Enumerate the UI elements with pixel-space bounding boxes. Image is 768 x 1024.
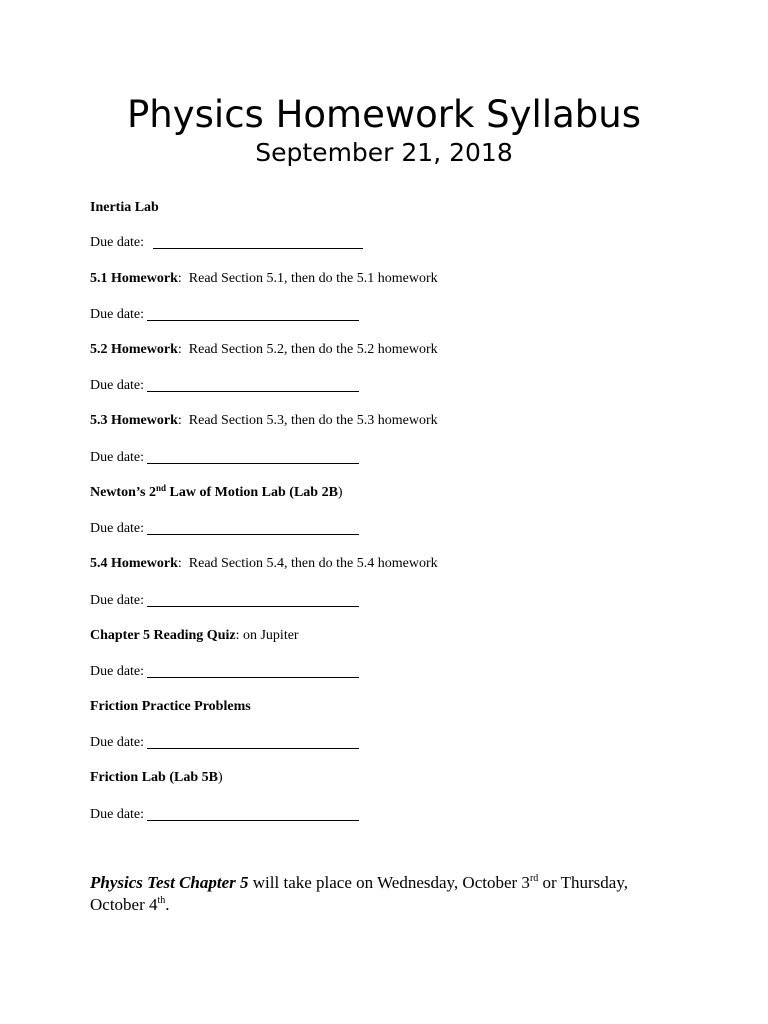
due-date-label: Due date: [90, 593, 145, 608]
assignment-description: Read Section 5.2, then do the 5.2 homework [188, 342, 438, 357]
due-date-label: Due date: [90, 521, 145, 536]
assignment-title: Friction Lab (Lab 5B [90, 770, 218, 785]
due-date-label: Due date: [90, 735, 145, 750]
due-date-blank[interactable] [147, 663, 359, 678]
due-date-blank[interactable] [147, 377, 359, 392]
assignment-title: 5.2 Homework [90, 342, 178, 357]
test-text: or Thursday, October 4 [90, 873, 628, 914]
assignment-separator: : [177, 556, 182, 571]
assignment-friction-problems [90, 698, 251, 716]
due-date-row [90, 234, 363, 252]
assignment-separator: : [235, 628, 240, 643]
page-title: Physics Homework Syllabus [127, 93, 641, 136]
due-date-label: Due date: [90, 450, 145, 465]
assignment-description: Read Section 5.4, then do the 5.4 homework [188, 556, 438, 571]
assignment-5-3-homework [90, 412, 438, 430]
test-announcement [90, 872, 650, 916]
due-date-label: Due date: [90, 235, 145, 250]
due-date-blank[interactable] [147, 520, 359, 535]
assignment-description: on Jupiter [242, 628, 299, 643]
assignment-title: Chapter 5 Reading Quiz [90, 628, 236, 643]
test-text: will take place on Wednesday, October 3 [248, 873, 530, 892]
due-date-blank[interactable] [147, 734, 359, 749]
due-date-label: Due date: [90, 664, 145, 679]
due-date-label: Due date: [90, 807, 145, 822]
assignment-description: Read Section 5.1, then do the 5.1 homework [188, 271, 438, 286]
due-date-label: Due date: [90, 307, 145, 322]
assignment-5-1-homework [90, 270, 438, 288]
due-date-blank[interactable] [147, 449, 359, 464]
assignment-title: 5.1 Homework [90, 271, 178, 286]
due-date-row [90, 306, 359, 324]
due-date-row [90, 806, 359, 824]
assignment-separator: : [177, 271, 182, 286]
due-date-row [90, 592, 359, 610]
assignment-title: 5.3 Homework [90, 413, 178, 428]
assignment-reading-quiz [90, 627, 299, 645]
due-date-row [90, 377, 359, 395]
due-date-blank[interactable] [147, 806, 359, 821]
assignment-friction-lab [90, 769, 223, 787]
assignment-separator: : [177, 342, 182, 357]
assignment-description: Read Section 5.3, then do the 5.3 homework [188, 413, 438, 428]
test-text: . [165, 895, 170, 914]
due-date-blank[interactable] [147, 592, 359, 607]
assignment-title-tail: ) [337, 485, 343, 500]
assignment-inertia-lab [90, 199, 159, 217]
assignment-title: Friction Practice Problems [90, 699, 251, 714]
due-date-row [90, 449, 359, 467]
test-superscript: rd [529, 873, 539, 884]
due-date-row [90, 520, 359, 538]
assignment-newtons-law-lab [90, 484, 343, 502]
assignment-title: 5.4 Homework [90, 556, 178, 571]
assignment-separator: : [177, 413, 182, 428]
assignment-title-superscript: nd [155, 483, 166, 493]
due-date-blank[interactable] [153, 234, 363, 249]
assignment-title-tail: ) [217, 770, 223, 785]
page-date: September 21, 2018 [255, 138, 513, 167]
assignment-5-2-homework [90, 341, 438, 359]
test-name: Physics Test Chapter 5 [90, 873, 249, 892]
assignment-title-part: Law of Motion Lab (Lab 2B [166, 485, 338, 500]
due-date-row [90, 663, 359, 681]
due-date-row [90, 734, 359, 752]
due-date-label: Due date: [90, 378, 145, 393]
assignment-5-4-homework [90, 555, 438, 573]
assignment-title-part: Newton’s 2 [90, 485, 156, 500]
due-date-blank[interactable] [147, 306, 359, 321]
test-superscript: th [157, 895, 166, 906]
assignment-title: Inertia Lab [90, 200, 159, 215]
